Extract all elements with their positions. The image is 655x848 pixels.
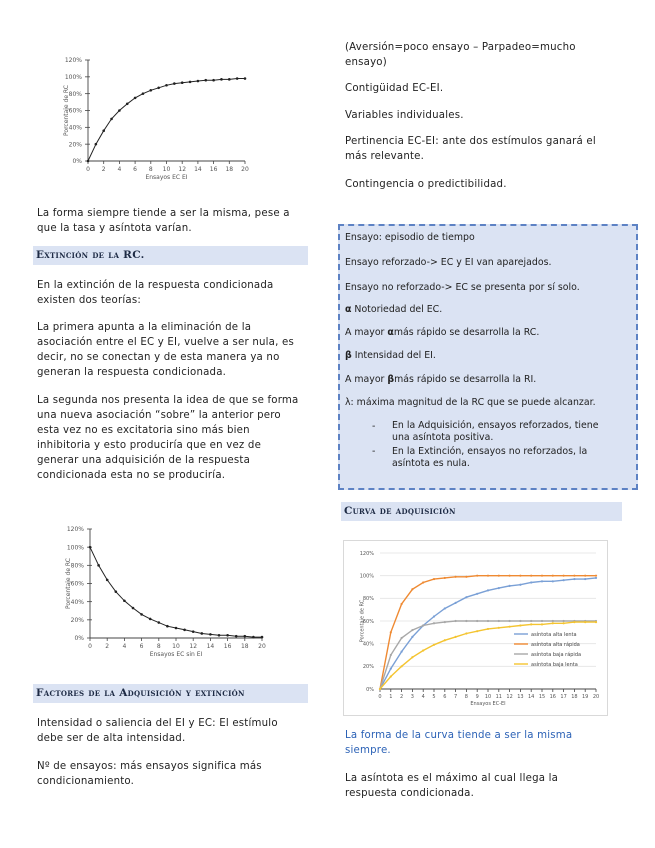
y-tick-label: 60% — [362, 618, 374, 625]
data-point — [87, 160, 90, 163]
data-point — [97, 564, 100, 567]
data-point — [422, 624, 424, 626]
x-tick-label: 18 — [240, 643, 249, 650]
data-point — [390, 631, 392, 633]
data-point — [455, 620, 457, 622]
y-tick-label: 100% — [359, 573, 374, 580]
data-point — [563, 620, 565, 622]
x-tick-label: 3 — [410, 694, 414, 700]
data-point — [126, 102, 129, 105]
x-tick-label: 18 — [225, 166, 234, 173]
data-point — [584, 575, 586, 577]
data-point — [498, 620, 500, 622]
x-tick-label: 14 — [206, 643, 215, 650]
legend-label: asíntota alta rápida — [531, 642, 580, 648]
para-primera: La primera apunta a la eliminación de la asociación entre el EC y EI, vuelve a ser nula, es decir, no se conectan y de esta manera ya no generan la respuesta condicionada. — [37, 322, 294, 378]
data-point — [455, 576, 457, 578]
data-point — [433, 578, 435, 580]
y-tick-label: 40% — [68, 124, 82, 132]
data-point — [226, 634, 229, 637]
y-axis-title: Porcentaje de RC — [65, 558, 73, 609]
data-point — [433, 615, 435, 617]
data-point — [509, 620, 511, 622]
data-point — [444, 621, 446, 623]
data-point — [212, 79, 215, 82]
data-point — [595, 577, 597, 579]
data-point — [244, 635, 247, 638]
data-point — [173, 82, 176, 85]
data-point — [110, 118, 113, 121]
x-tick-label: 13 — [517, 694, 524, 700]
data-point — [444, 607, 446, 609]
legend-label: asíntota baja lenta — [531, 662, 578, 668]
x-axis-title: Ensayos EC sin EI — [149, 651, 203, 658]
data-point — [552, 620, 554, 622]
data-point — [261, 636, 264, 639]
y-tick-label: 80% — [68, 90, 82, 98]
data-point — [197, 80, 200, 83]
data-point — [552, 622, 554, 624]
data-point — [422, 581, 424, 583]
y-tick-label: 20% — [70, 616, 84, 624]
para-ext-intro: En la extinción de la respuesta condicionada existen dos teorías: — [37, 280, 274, 306]
data-point — [530, 620, 532, 622]
x-tick-label: 16 — [223, 643, 232, 650]
box-beta: β Intensidad del EI. — [345, 350, 436, 361]
x-tick-label: 8 — [156, 643, 161, 650]
data-point — [401, 603, 403, 605]
box-ensayo: Ensayo: episodio de tiempo — [345, 232, 475, 243]
data-point — [134, 97, 137, 100]
data-point — [552, 580, 554, 582]
bullet-dash: - — [372, 446, 376, 457]
data-point — [189, 81, 192, 84]
x-tick-label: 9 — [475, 694, 479, 700]
data-point — [487, 628, 489, 630]
data-point — [390, 675, 392, 677]
data-point — [401, 651, 403, 653]
data-point — [444, 577, 446, 579]
data-point — [498, 575, 500, 577]
data-point — [390, 668, 392, 670]
data-point — [476, 575, 478, 577]
y-tick-label: 120% — [64, 57, 82, 65]
section-factores-heading: Factores de la Adquisición y extinción — [33, 684, 308, 703]
x-tick-label: 20 — [592, 694, 600, 700]
contiguidad: Contigüidad EC-EI. — [345, 83, 444, 94]
box-alpha-more: A mayor αmás rápido se desarrolla la RC. — [345, 327, 540, 338]
data-point — [166, 625, 169, 628]
data-point — [183, 629, 186, 632]
x-tick-label: 19 — [582, 694, 589, 700]
x-tick-label: 14 — [194, 166, 202, 173]
x-tick-label: 16 — [209, 166, 218, 173]
para-intensidad: Intensidad o saliencia del EI y EC: El estímulo debe ser de alta intensidad. — [37, 718, 278, 744]
data-point — [519, 624, 521, 626]
data-point — [142, 92, 145, 95]
data-point — [175, 627, 178, 630]
y-tick-label: 40% — [362, 641, 374, 648]
data-point — [541, 575, 543, 577]
x-tick-label: 12 — [178, 166, 187, 173]
data-point — [541, 623, 543, 625]
x-tick-label: 12 — [189, 643, 198, 650]
data-point — [192, 630, 195, 633]
x-tick-label: 11 — [495, 694, 502, 700]
y-tick-label: 40% — [70, 598, 84, 606]
data-point — [379, 688, 381, 690]
data-point — [465, 596, 467, 598]
data-point — [411, 629, 413, 631]
data-point — [541, 580, 543, 582]
data-point — [123, 599, 126, 602]
x-tick-label: 7 — [454, 694, 458, 700]
para-aversion: (Aversión=poco ensayo – Parpadeo=mucho ensayo) — [345, 42, 576, 68]
para-segunda: La segunda nos presenta la idea de que se forma una nueva asociación “sobre” la anterior pero esta vez no es excitatoria sino más bien inhibitoria y esto produciría que en vez de generar una adquisición de la respuesta condicionada esta no se produciría. — [37, 395, 299, 481]
acquisition-curves-chart — [343, 540, 608, 716]
data-point — [509, 585, 511, 587]
data-point — [498, 627, 500, 629]
box-reforzado: Ensayo reforzado-> EC y EI van aparejados. — [345, 257, 552, 268]
y-tick-label: 80% — [70, 562, 84, 570]
beta-symbol: β — [345, 350, 352, 361]
para-curva-blue: La forma de la curva tiende a ser la misma siempre. — [345, 730, 573, 756]
data-point — [244, 77, 247, 80]
data-point — [595, 575, 597, 577]
data-point — [106, 579, 109, 582]
data-point — [487, 575, 489, 577]
legend-label: asíntota alta lenta — [531, 632, 577, 638]
data-point — [411, 656, 413, 658]
data-point — [158, 621, 161, 624]
x-tick-label: 12 — [506, 694, 513, 700]
data-point — [563, 575, 565, 577]
data-point — [509, 626, 511, 628]
x-tick-label: 16 — [549, 694, 556, 700]
data-point — [487, 589, 489, 591]
data-point — [563, 579, 565, 581]
y-tick-label: 0% — [366, 686, 374, 693]
para-ensayos: Nº de ensayos: más ensayos significa más condicionamiento. — [37, 761, 262, 787]
x-tick-label: 6 — [133, 166, 138, 173]
data-point — [476, 593, 478, 595]
x-tick-label: 4 — [421, 694, 425, 700]
y-tick-label: 0% — [72, 158, 82, 166]
definitions-box — [338, 224, 638, 490]
data-point — [465, 576, 467, 578]
y-tick-label: 120% — [66, 526, 84, 534]
data-point — [228, 78, 231, 81]
data-point — [252, 636, 255, 639]
box-bullet1-line1: En la Adquisición, ensayos reforzados, tiene — [392, 420, 599, 431]
section-curva-heading: Curva de adquisición — [341, 502, 622, 521]
data-point — [220, 78, 223, 81]
x-tick-label: 6 — [139, 643, 144, 650]
data-point — [236, 77, 239, 80]
bullet-dash: - — [372, 421, 376, 432]
y-axis-title: Porcentaje de RC — [359, 599, 366, 643]
extinction-chart — [40, 520, 280, 670]
data-point — [573, 575, 575, 577]
data-point — [401, 637, 403, 639]
data-point — [157, 86, 160, 89]
x-tick-label: 10 — [162, 166, 171, 173]
x-tick-label: 10 — [484, 694, 492, 700]
data-point — [573, 578, 575, 580]
para-asintota: La asíntota es el máximo al cual llega la respuesta condicionada. — [345, 773, 559, 799]
data-point — [149, 618, 152, 621]
x-tick-label: 15 — [538, 694, 546, 700]
data-point — [422, 649, 424, 651]
data-point — [132, 607, 135, 610]
y-tick-label: 20% — [362, 664, 374, 671]
data-point — [530, 575, 532, 577]
y-tick-label: 60% — [68, 107, 82, 115]
contingencia: Contingencia o predictibilidad. — [345, 179, 507, 190]
data-point — [465, 632, 467, 634]
data-point — [476, 630, 478, 632]
box-beta-more: A mayor βmás rápido se desarrolla la RI. — [345, 374, 537, 385]
data-point — [95, 143, 98, 146]
data-point — [181, 81, 184, 84]
x-tick-label: 2 — [101, 166, 106, 173]
x-tick-label: 14 — [528, 694, 535, 700]
x-tick-label: 8 — [148, 166, 153, 173]
data-point — [89, 546, 92, 549]
legend-label: asíntota baja rápida — [531, 652, 582, 658]
y-tick-label: 0% — [74, 635, 84, 643]
x-tick-label: 1 — [389, 694, 393, 700]
data-point — [209, 633, 212, 636]
x-tick-label: 0 — [86, 166, 90, 173]
y-tick-label: 100% — [64, 73, 82, 81]
data-point — [519, 620, 521, 622]
data-point — [235, 635, 238, 638]
data-point — [509, 575, 511, 577]
y-tick-label: 80% — [362, 596, 374, 603]
data-point — [563, 622, 565, 624]
data-point — [201, 632, 204, 635]
box-no-reforzado: Ensayo no reforzado-> EC se presenta por sí solo. — [345, 282, 580, 293]
data-point — [140, 613, 143, 616]
box-bullet2-line1: En la Extinción, ensayos no reforzados, la — [392, 446, 588, 457]
data-point — [595, 621, 597, 623]
data-point — [487, 620, 489, 622]
data-point — [573, 621, 575, 623]
data-point — [411, 636, 413, 638]
x-tick-label: 10 — [172, 643, 180, 650]
data-point — [218, 634, 221, 637]
x-tick-label: 20 — [258, 643, 266, 650]
x-tick-label: 0 — [378, 694, 382, 700]
x-tick-label: 4 — [117, 166, 122, 173]
data-point — [150, 89, 153, 92]
data-point — [204, 79, 207, 82]
x-axis-title: Ensayos EC EI — [145, 174, 188, 181]
x-tick-label: 8 — [464, 694, 468, 700]
x-tick-label: 6 — [443, 694, 447, 700]
data-point — [584, 621, 586, 623]
data-point — [519, 584, 521, 586]
data-point — [165, 84, 168, 87]
acquisition-chart — [40, 52, 280, 197]
data-point — [476, 620, 478, 622]
x-tick-label: 17 — [560, 694, 567, 700]
x-axis-title: Ensayos EC-EI — [470, 701, 506, 707]
data-point — [115, 590, 118, 593]
y-tick-label: 100% — [66, 544, 84, 552]
alpha-symbol: α — [387, 327, 394, 338]
box-alpha: α Notoriedad del EC. — [345, 304, 443, 315]
data-point — [530, 581, 532, 583]
box-bullet1-line2: una asíntota positiva. — [392, 432, 494, 443]
data-point — [390, 654, 392, 656]
data-point — [584, 578, 586, 580]
data-point — [401, 665, 403, 667]
data-point — [102, 129, 105, 132]
data-point — [530, 623, 532, 625]
section-extincion-heading: Extinción de la RC. — [33, 246, 308, 265]
data-point — [455, 636, 457, 638]
y-tick-label: 120% — [359, 550, 374, 557]
x-tick-label: 20 — [241, 166, 249, 173]
data-point — [444, 639, 446, 641]
box-bullet2-line2: asíntota es nula. — [392, 458, 470, 469]
x-tick-label: 2 — [400, 694, 404, 700]
data-point — [465, 620, 467, 622]
variables: Variables individuales. — [345, 110, 464, 121]
data-point — [411, 588, 413, 590]
data-point — [541, 620, 543, 622]
data-point — [519, 575, 521, 577]
x-tick-label: 5 — [432, 694, 436, 700]
data-point — [433, 644, 435, 646]
x-tick-label: 18 — [571, 694, 578, 700]
data-point — [455, 602, 457, 604]
alpha-symbol: α — [345, 304, 352, 315]
data-point — [552, 575, 554, 577]
y-tick-label: 60% — [70, 580, 84, 588]
x-tick-label: 0 — [88, 643, 92, 650]
data-point — [433, 622, 435, 624]
beta-symbol: β — [387, 374, 395, 385]
data-point — [118, 109, 121, 112]
para-pertinencia: Pertinencia EC-EI: ante dos estímulos ganará el más relevante. — [345, 136, 596, 162]
y-tick-label: 20% — [68, 141, 82, 149]
data-point — [498, 587, 500, 589]
para-forma: La forma siempre tiende a ser la misma, pese a que la tasa y asíntota varían. — [37, 208, 290, 234]
box-lambda: λ: máxima magnitud de la RC que se puede alcanzar. — [345, 397, 596, 408]
y-axis-title: Porcentaje de RC — [63, 85, 71, 136]
x-tick-label: 2 — [105, 643, 110, 650]
x-tick-label: 4 — [122, 643, 127, 650]
